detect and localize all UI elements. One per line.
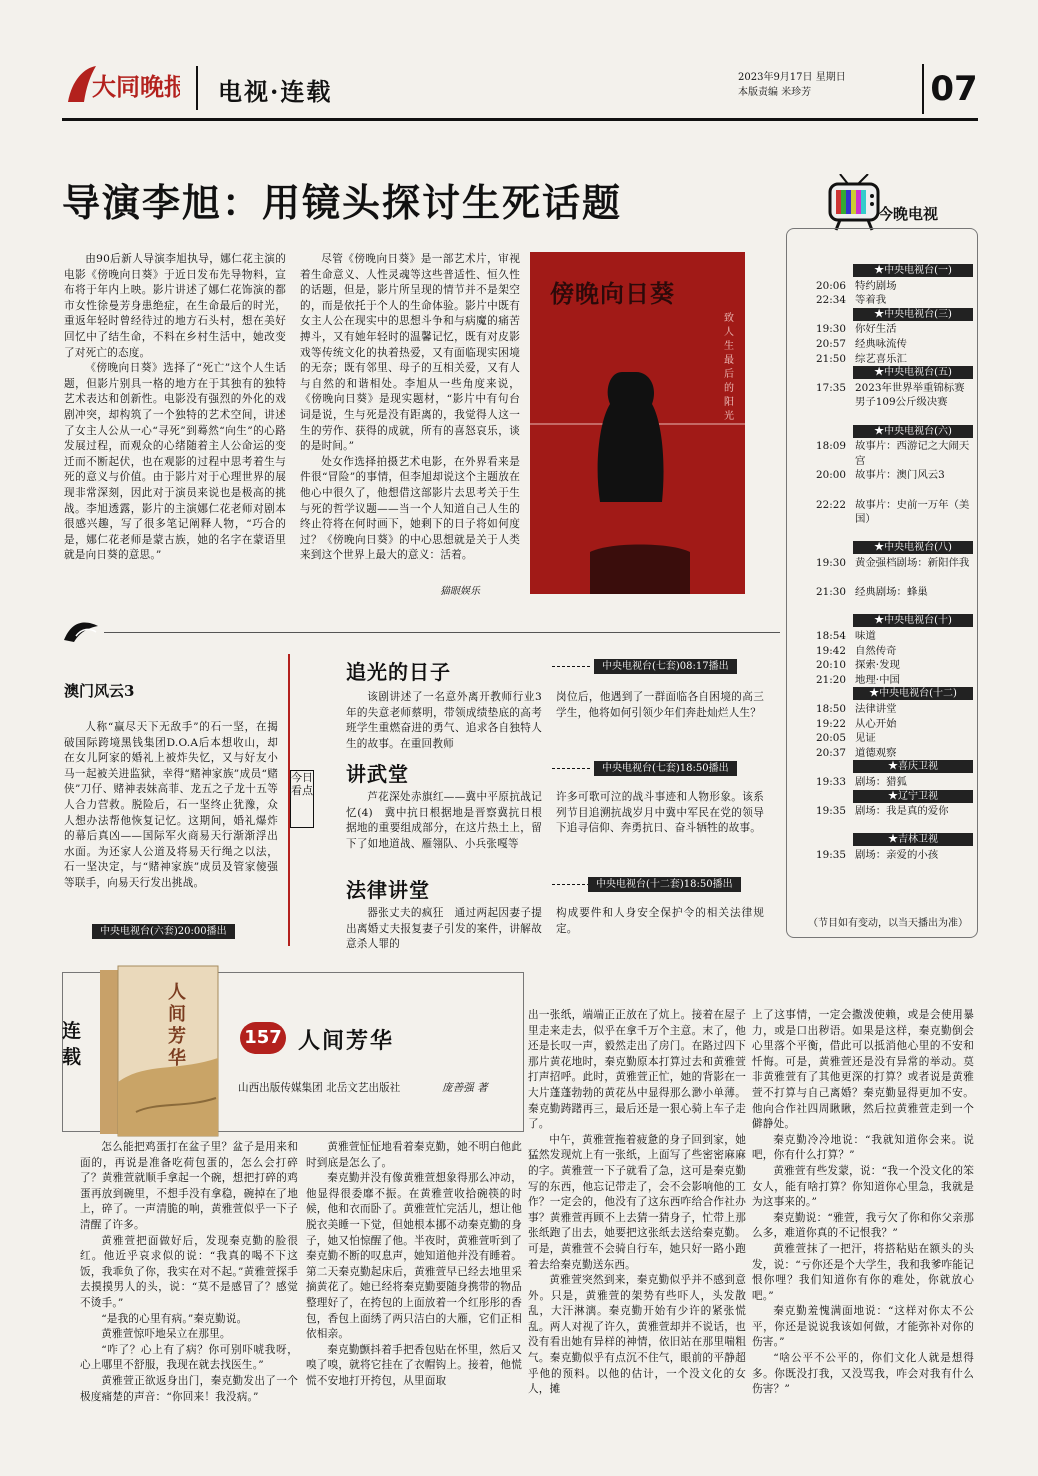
tv-program-time: 19:35 — [816, 849, 846, 861]
tv-program-name: 经典咏流传 — [855, 338, 907, 350]
today-highlights-label: 今日看点 — [290, 770, 314, 828]
tv-program-time: 20:00 — [816, 469, 846, 482]
page-number: 07 — [922, 64, 984, 114]
tv-program-name: 综艺喜乐汇 — [855, 352, 907, 365]
serial-publisher: 山西出版传媒集团 北岳文艺出版社 — [238, 1082, 401, 1094]
serial-paragraph: 黄雅萱突然到来，秦克勤似乎并不感到意外。只是，黄雅萱的架势有些吓人，头发散乱，大汗淋漓。秦克勤开始有少许的紧张慌乱。两人对视了许久，黄雅萱却并不说话，也没有看出她有异样的神情，依旧站在那里喘粗气。秦克勤似乎有点沉不住气，眼前的平静超乎他的预料。以他的估计，一个没文化的女人，摊 — [528, 1274, 746, 1396]
serial-paragraph: 中午，黄雅萱拖着疲惫的身子回到家，她猛然发现炕上有一张纸，上面写了些密密麻麻的字。黄雅萱一下子就看了急，这可是秦克勤写的东西，他忘记带走了，会不会影响他的工作？一定会的，他没有了这东西咋给合作社办事？黄雅萱再顾不上去猜一猜身子，忙带上那张纸跑了出去，她要把这张纸去送给秦克勤。可是，黄雅萱不会骑自行车，她只好一路小跑着去给秦克勤送东西。 — [528, 1133, 746, 1271]
tv-program-time: 20:05 — [816, 732, 846, 745]
program-desc — [346, 690, 542, 752]
serial-title: 人间芳华 — [298, 1029, 395, 1054]
program-desc-left: 该剧讲述了一名意外离开教师行业3年的失意老师蔡明，带领成绩垫底的高考班学生重燃奋进的勇气、追求各自独特人生的故事。在重回教师 — [346, 691, 542, 750]
tv-program-name: 地理·中国 — [855, 673, 900, 686]
program-title: 讲武堂 — [346, 762, 409, 786]
tv-program-time: 22:34 — [816, 294, 846, 307]
flourish-icon — [62, 618, 102, 648]
tv-program-name: 法律讲堂 — [855, 703, 897, 715]
program-broadcast-tag: 中央电视台(七套)08:17播出 — [594, 659, 737, 674]
program-title: 法律讲堂 — [346, 878, 430, 902]
program-desc — [346, 790, 542, 852]
tv-program-time: 19:30 — [816, 323, 846, 336]
tv-program-time: 20:10 — [816, 659, 846, 672]
tv-program-name: 特约剧场 — [855, 279, 897, 292]
tv-program-name: 故事片：澳门风云3 — [855, 469, 945, 482]
tv-program-time: 18:50 — [816, 703, 846, 715]
masthead-logo — [62, 62, 180, 108]
serial-paragraph: 秦克勤并没有像黄雅萱想象得那么冲动，他显得很委靡不振。在黄雅萱收拾碗筷的时候，他和衣而卧了。黄雅萱忙完活儿，想让他脱衣美睡一下觉，但她根本挪不动秦克勤的身子，她又怕惊醒了他。半夜时，黄雅萱听到了秦克勤不断的叹息声，她知道他并没有睡着。第二天秦克勤起床后，黄雅萱早已经去地里采摘黄花了。她已经将秦克勤要随身携带的物品整理好了，在挎包的上面放着一个红彤彤的香包，香包上面绣了两只洁白的大雁，它们正相依相亲。 — [306, 1172, 522, 1341]
serial-paragraph: 秦克勤羞愧满面地说：“这样对你太不公平，你还是说说我该如何做，才能弥补对你的伤害。” — [752, 1305, 974, 1349]
serial-column-1 — [80, 1140, 298, 1405]
poster-title: 傍晚向日葵 — [550, 279, 675, 308]
tv-channel-header: ★中央电视台(一) — [853, 264, 973, 277]
tv-program-name: 剧场：亲爱的小孩 — [855, 849, 939, 861]
tv-program-time: 21:30 — [816, 586, 846, 599]
tv-program-time: 21:20 — [816, 673, 846, 686]
feature-column-2 — [300, 252, 520, 564]
issue-date-block — [738, 70, 846, 100]
macau-title: 澳门风云3 — [64, 682, 135, 700]
tv-program-name: 探索·发现 — [855, 659, 900, 672]
serial-paragraph: 黄雅萱有些发蒙，说：“我一个没文化的笨女人，能有啥打算？你知道你心里急，我就是为这事来的。” — [752, 1164, 974, 1209]
tv-program-time: 20:37 — [816, 746, 846, 759]
serial-paragraph: 黄雅萱把面做好后，发现秦克勤的脸很红。他近乎哀求似的说：“我真的喝不下这饭，我乖负了你，我实在对不起。”黄雅萱探手去摸摸男人的头，说：“莫不是感冒了？感觉不烫手。” — [80, 1234, 298, 1309]
tv-program-time: 19:22 — [816, 717, 846, 730]
tv-program-time: 19:42 — [816, 644, 846, 657]
episode-number-badge: 157 — [240, 1022, 286, 1054]
serial-paragraph: 上了这事情，一定会撒泼使赖，或是会使用暴力，或是口出秽语。如果是这样，秦克勤倒会心里落个平衡，借此可以抵消他心里的不安和忏悔。可是，黄雅萱还是没有异常的举动。莫非黄雅萱有了其他更深的打算？或者说是黄雅萱不打算与自己离婚？秦克勤显得更加不安。他向合作社四周瞅瞅，然后拉黄雅萱走到一个僻静处。 — [752, 1009, 974, 1131]
tv-program-name: 剧场：我是真的爱你 — [855, 805, 949, 818]
program-title: 追光的日子 — [346, 660, 451, 684]
tv-program-time: 19:35 — [816, 805, 846, 818]
tv-channel-header: ★辽宁卫视 — [853, 790, 973, 803]
tv-channel-header: ★中央电视台(十) — [853, 614, 973, 627]
movie-poster — [530, 252, 745, 594]
tv-program-time: 22:22 — [816, 498, 846, 511]
tv-program-time: 19:33 — [816, 776, 846, 788]
program-desc — [556, 906, 764, 937]
tv-channel-header: ★中央电视台(六) — [853, 425, 973, 438]
tv-program-time: 17:35 — [816, 381, 846, 394]
tv-channel-header: ★吉林卫视 — [853, 833, 973, 846]
program-desc-right: 构成要件和人身安全保护令的相关法律规定。 — [556, 907, 764, 935]
feature-paragraph: 尽管《傍晚向日葵》是一部艺术片，审视着生命意义、人性灵魂等这些普适性、恒久性的话题，但是，影片所呈现的情节并不是架空的，而是依托于个人的生命体验。影片中既有女主人公在现实中的思想斗争和与病魔的痛苦搏斗，又有她年轻时的温馨记忆，既有对皮影戏等传统文化的执着热爱，又有面临现实困境的无奈；既有邻里、母子的互相关爱，又有人与自然的和谐相处。李旭从一些角度来说，《傍晚向日葵》是现实题材，“影片中有句台词是说，生与死是没有距离的，我觉得人这一生的劳作、获得的成就，所有的喜怒哀乐，谈的是时间。” — [300, 253, 520, 453]
serial-column-2 — [306, 1140, 522, 1390]
serial-paragraph: “是我的心里有病。”秦克勤说。 — [101, 1312, 248, 1325]
serial-author: 庞善强 著 — [442, 1082, 488, 1094]
serial-paragraph: 黄雅萱正欲返身出门，秦克勤发出了一个极度痛楚的声音：“你回来！我没病。” — [80, 1374, 298, 1403]
tv-program-name: 见证 — [855, 732, 876, 745]
tv-program-name: 故事片：西游记之大闹天宫 — [855, 440, 970, 467]
page-editor: 本版责编 米珍芳 — [738, 87, 812, 98]
tv-program-time: 18:09 — [816, 440, 846, 453]
serial-paragraph: 秦克勤冷冷地说：“我就知道你会来。说吧，你有什么打算？” — [752, 1133, 974, 1162]
tv-channel-header: ★中央电视台(八) — [853, 541, 973, 554]
serial-paragraph: 黄雅萱抹了一把汗，将搭粘贴在额头的头发，说：“亏你还是个大学生，我和我爹咋能记恨你哩？我们知道你有你的难处，你就放心吧。” — [752, 1242, 974, 1302]
tv-program-name: 自然传奇 — [855, 644, 897, 657]
tv-program-name: 剧场：猎狐 — [855, 776, 907, 788]
tv-program-name: 2023年世界举重锦标赛男子109公斤级决赛 — [855, 381, 965, 409]
program-desc — [346, 906, 542, 953]
tonight-tv-title: 今晚电视 — [878, 205, 939, 223]
program-desc — [556, 790, 764, 837]
tv-program-name: 故事片：史前一万年（美国） — [855, 498, 970, 526]
program-desc-left: 芦花深处赤旗红——冀中平原抗战记忆(4) 冀中抗日根据地是晋察冀抗日根据地的重要组成部分，在这片热土上，留下了如地道战、雁翎队、小兵张嘎等 — [346, 791, 542, 850]
book-cover — [96, 962, 224, 1138]
program-desc-right: 岗位后，他遇到了一群面临各自困境的高三学生，他将如何引领少年们奔赴灿烂人生？ — [556, 691, 764, 719]
program-desc — [556, 690, 764, 721]
tv-program-name: 味道 — [855, 630, 876, 642]
feature-paragraph: 由90后新人导演李旭执导，娜仁花主演的电影《傍晚向日葵》于近日发布先导物料，宣布将于年内上映。影片讲述了娜仁花饰演的都市女性徐曼芳身患绝症，在生命最后的时光，重返年轻时曾经待过的地方石头村，想在美好回忆中了结生命，不料在乡村生活中，她改变了对死亡的态度。 — [64, 253, 286, 359]
program-broadcast-tag: 中央电视台(七套)18:50播出 — [594, 761, 737, 776]
section-title: 电视·连载 — [218, 77, 333, 106]
photo-credit: 猫眼娱乐 — [440, 586, 480, 597]
serial-label: 连载 — [62, 1020, 82, 1068]
tv-program-time: 18:54 — [816, 630, 846, 642]
serial-paragraph: 秦克勤颤抖着手把香包贴在怀里，然后又嗅了嗅，就将它挂在了衣帽钩上。接着，他慌慌不安地打开挎包，从里面取 — [306, 1343, 522, 1387]
issue-date: 2023年9月17日 星期日 — [738, 72, 846, 83]
serial-column-3 — [528, 1008, 746, 1398]
tv-program-time: 19:30 — [816, 557, 846, 569]
schedule-note: （节目如有变动，以当天播出为准） — [808, 918, 968, 929]
macau-broadcast-tag: 中央电视台(六套)20:00播出 — [92, 924, 235, 939]
serial-column-4 — [752, 1008, 974, 1398]
serial-paragraph: 怎么能把鸡蛋打在盆子里？盆子是用来和面的，再说是准备吃荷包蛋的，怎么会打碎了？黄雅萱就顺手拿起一个碗，想把打碎的鸡蛋再放到碗里，不想手没有拿稳，碗掉在了地上，碎了。一声清脆的响，黄雅萱似乎一下子清醒了许多。 — [80, 1141, 298, 1231]
tv-program-name: 从心开始 — [855, 717, 897, 730]
tv-program-name: 黄金强档剧场：新阳伴我 — [855, 557, 970, 569]
serial-paragraph: 黄雅萱怔怔地看着秦克勤，她不明白他此时到底是怎么了。 — [306, 1141, 522, 1169]
feature-column-1 — [64, 252, 286, 564]
tv-program-name: 经典剧场：蜂巢 — [855, 586, 928, 599]
tv-program-time: 21:50 — [816, 352, 846, 365]
tv-program-time: 20:06 — [816, 279, 846, 292]
serial-paragraph: “啥公平不公平的，你们文化人就是想得多。你既没打我，又没骂我，咋会对我有什么伤害？” — [752, 1352, 974, 1396]
tv-channel-header: ★中央电视台(五) — [853, 366, 973, 379]
tv-program-name: 等着我 — [855, 294, 887, 307]
tv-program-name: 你好生活 — [855, 323, 897, 336]
book-cover-title: 人间芳华 — [168, 982, 186, 1069]
program-desc-left: 器张丈夫的疯狂 通过两起因妻子提出离婚丈夫报复妻子引发的案件，讲解故意杀人罪的 — [346, 907, 542, 951]
serial-paragraph: 出一张纸，端端正正放在了炕上。接着在屋子里走来走去，似乎在拿千万个主意。末了，他还是长叹一声，毅然走出了房门。在路过四下那片黄花地时，秦克勤原本打算过去和黄雅萱打声招呼。此时，黄雅萱正忙，她的背影在一大片蓬蓬勃勃的黄花丛中显得那么渺小单薄。秦克勤踌躇再三，最后还是一狠心骑上车子走了。 — [528, 1009, 746, 1131]
logo-text: 大同晚报 — [92, 72, 180, 101]
tv-channel-header: ★中央电视台(三) — [853, 308, 973, 321]
tv-channel-header: ★喜庆卫视 — [853, 760, 973, 773]
program-desc-right: 许多可歌可泣的战斗事迹和人物形象。该系列节目追溯抗战岁月中冀中军民在党的领导下追寻信仰、奔勇抗日、奋斗牺牲的故事。 — [556, 791, 764, 835]
serial-paragraph: 秦克勤说：“雅萱，我亏欠了你和你父亲那么多，难道你真的不记恨我？” — [752, 1211, 974, 1240]
poster-tagline: 致人生最后的阳光 — [724, 313, 734, 422]
serial-paragraph: 黄雅萱惊吓地呆立在那里。 — [101, 1328, 231, 1341]
feature-paragraph: 《傍晚向日葵》选择了“死亡”这个人生话题，但影片别具一格的地方在于其独有的独特艺术表达和创新性。电影没有强烈的外化的戏剧冲突，却构筑了一个独特的艺术空间，讲述了女主人公从一心“寻死”到蓦然“向生”的心路发展过程，而观众的心绪随着主人公命运的变迁而不断起伏，也在观影的过程中思考着生与死的意义与价值。由于影片对于心理世界的展现非常深刻，因此对于演员来说也是极高的挑战。李旭透露，影片的主演娜仁花老师对剧本很感兴趣，写了很多笔记阐释人物，“巧合的是，娜仁花老师是蒙古族，她的名字在蒙语里就是向日葵的意思。” — [64, 362, 286, 562]
serial-paragraph: “咋了？心上有了病？你可别吓唬我呀，心上哪里不舒服，我现在就去找医生。” — [80, 1343, 298, 1372]
macau-synopsis — [64, 720, 278, 892]
tv-channel-header: ★中央电视台(十二) — [853, 687, 973, 700]
tv-program-time: 20:57 — [816, 338, 846, 350]
program-broadcast-tag: 中央电视台(十二套)18:50播出 — [588, 877, 741, 892]
macau-body: 人称“赢尽天下无敌手”的石一坚，在揭破国际跨境黑钱集团D.O.A后本想收山，却在女儿阿家的婚礼上被炸失忆，又与好友小马一起被关进监狱，幸得“赌神家族”成员“赌侠”刀仔、赌神表妹高菲、龙五之子龙十五等人合力营救。脱险后，石一坚终止犹豫，众人想办法帮他恢复记忆。这期间，婚礼爆炸的幕后真凶——国际军火商易天行渐渐浮出水面。为还家人公道及将易天行绳之以法，石一坚决定，与“赌神家族”成员及管家傻强等联手，向易天行发出挑战。 — [64, 721, 278, 889]
tv-program-name: 道德观察 — [855, 746, 897, 759]
feature-paragraph: 处女作选择拍摄艺术电影，在外界看来是件很“冒险”的事情，但李旭却说这个主题放在他心中很久了，他想借这部影片去思考关于生与死的哲学议题——当一个人知道自己人生的终止符将在何时画下，她剩下的日子将如何度过？《傍晚向日葵》的中心思想就是关于人类来到这个世界上最大的意义：活着。 — [300, 455, 520, 562]
feature-headline: 导演李旭：用镜头探讨生死话题 — [62, 181, 623, 225]
